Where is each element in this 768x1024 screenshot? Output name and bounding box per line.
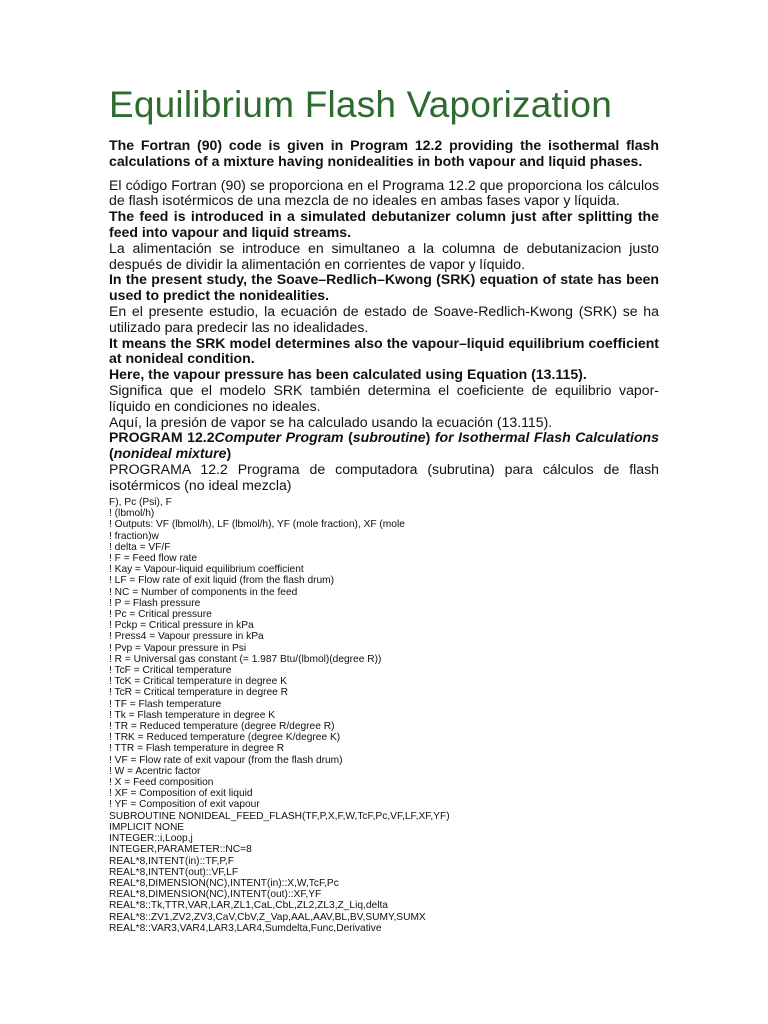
- code-line: ! Tk = Flash temperature in degree K: [109, 709, 276, 721]
- code-line: REAL*8,INTENT(in)::TF,P,F: [109, 855, 234, 867]
- program-label: PROGRAM 12.2: [109, 429, 215, 446]
- paragraph-en-3: In the present study, the Soave–Redlich–Kwong (SRK) equation of state has been used to predict the nonidealities.: [109, 271, 659, 304]
- code-line: INTEGER::i,Loop,j: [109, 833, 193, 845]
- code-line: ! LF = Flow rate of exit liquid (from the flash drum): [109, 575, 335, 587]
- code-line: ! P = Flash pressure: [109, 597, 201, 609]
- code-line: ! X = Feed composition: [109, 777, 214, 789]
- paragraph-en-5: Here, the vapour pressure has been calculated using Equation (13.115).: [109, 366, 587, 383]
- program-heading-es: PROGRAMA 12.2 Programa de computadora (subrutina) para cálculos de flash isotérmicos (no ideal mezcla): [109, 460, 659, 493]
- code-line: ! TcR = Critical temperature in degree R: [109, 687, 289, 699]
- code-line: ! W = Acentric factor: [109, 765, 201, 777]
- program-paren2-close: ): [226, 445, 232, 462]
- program-paren2-open: (: [109, 445, 114, 462]
- code-line: ! TcF = Critical temperature: [109, 665, 232, 677]
- code-listing: [109, 497, 669, 934]
- code-line: REAL*8,DIMENSION(NC),INTENT(in)::X,W,TcF,Pc: [109, 877, 339, 889]
- code-line: ! Pvp = Vapour pressure in Psi: [109, 642, 247, 654]
- code-line: REAL*8,INTENT(out)::VF,LF: [109, 866, 239, 878]
- paragraph-en-2: The feed is introduced in a simulated debutanizer column just after splitting the feed into vapour and liquid streams.: [109, 208, 659, 240]
- code-line: ! fraction)w: [109, 530, 159, 542]
- code-line: ! Outputs: VF (lbmol/h), LF (lbmol/h), YF (mole fraction), XF (mole: [109, 519, 405, 531]
- program-caption-nonideal: nonideal mixture: [113, 445, 227, 462]
- code-line: REAL*8::Tk,TTR,VAR,LAR,ZL1,CaL,CbL,ZL2,ZL3,Z_Liq,delta: [109, 900, 388, 912]
- paragraph-es-4: Significa que el modelo SRK también determina el coeficiente de equilibrio vapor-líquido en condiciones no ideales.: [109, 381, 659, 414]
- code-line: REAL*8,DIMENSION(NC),INTENT(out)::XF,YF: [109, 889, 322, 901]
- program-paren-close: ): [425, 429, 431, 446]
- code-line: ! F = Feed flow rate: [109, 553, 198, 565]
- paragraph-es-3: En el presente estudio, la ecuación de estado de Soave-Redlich-Kwong (SRK) se ha utilizado para predecir las no idealidades.: [109, 302, 659, 335]
- program-caption-part2: for Isothermal Flash Calculations: [430, 429, 660, 446]
- code-line: ! R = Universal gas constant (= 1.987 Btu/(lbmol)(degree R)): [109, 653, 382, 665]
- code-line: ! VF = Flow rate of exit vapour (from the flash drum): [109, 754, 343, 766]
- code-line: ! TcK = Critical temperature in degree K: [109, 676, 287, 688]
- program-caption-part1: Computer Program: [214, 429, 344, 446]
- code-line: ! YF = Composition of exit vapour: [109, 799, 260, 811]
- code-line: REAL*8::VAR3,VAR4,LAR3,LAR4,Sumdelta,Func,Derivative: [109, 922, 382, 934]
- code-line: ! TR = Reduced temperature (degree R/degree R): [109, 721, 335, 733]
- paragraph-es-5: Aquí, la presión de vapor se ha calculado usando la ecuación (13.115).: [109, 413, 553, 430]
- code-line: INTEGER,PARAMETER::NC=8: [109, 844, 252, 856]
- code-line: ! TTR = Flash temperature in degree R: [109, 743, 285, 755]
- code-line: ! NC = Number of components in the feed: [109, 586, 298, 598]
- code-line: ! Pc = Critical pressure: [109, 609, 212, 621]
- code-line: ! XF = Composition of exit liquid: [109, 788, 253, 800]
- code-line: ! TRK = Reduced temperature (degree K/degree K): [109, 732, 341, 744]
- code-line: ! Kay = Vapour-liquid equilibrium coefficient: [109, 564, 304, 576]
- code-line: ! delta = VF/F: [109, 541, 171, 553]
- prose-section: [109, 138, 659, 494]
- code-line: ! Press4 = Vapour pressure in kPa: [109, 631, 264, 643]
- program-paren-open: (: [343, 429, 353, 446]
- code-line: F), Pc (Psi), F: [109, 497, 172, 508]
- code-line: REAL*8::ZV1,ZV2,ZV3,CaV,CbV,Z_Vap,AAL,AAV,BL,BV,SUMY,SUMX: [109, 911, 426, 923]
- paragraph-en-1: The Fortran (90) code is given in Program 12.2 providing the isothermal flash calculations of a mixture having nonidealities in both vapour and liquid phases.: [109, 137, 659, 169]
- paragraph-en-4: It means the SRK model determines also the vapour–liquid equilibrium coefficient at nonideal condition.: [109, 334, 659, 367]
- paragraph-es-1: El código Fortran (90) se proporciona en el Programa 12.2 que proporciona los cálculos de flash isotérmicos de una mezcla de no ideales en ambas fases vapor y líquida.: [109, 176, 659, 209]
- code-line: SUBROUTINE NONIDEAL_FEED_FLASH(TF,P,X,F,W,TcF,Pc,VF,LF,XF,YF): [109, 810, 450, 822]
- code-line: IMPLICIT NONE: [109, 821, 185, 833]
- paragraph-es-2: La alimentación se introduce en simultaneo a la columna de debutanizacion justo después de dividir la alimentación en corrientes de vapor y líquido.: [109, 239, 659, 272]
- program-heading: [109, 430, 659, 462]
- page-title: Equilibrium Flash Vaporization: [109, 84, 612, 125]
- code-line: ! Pckp = Critical pressure in kPa: [109, 620, 254, 632]
- program-caption-subroutine: subroutine: [352, 429, 426, 446]
- code-line: ! TF = Flash temperature: [109, 698, 222, 710]
- code-line: ! (lbmol/h): [109, 508, 155, 520]
